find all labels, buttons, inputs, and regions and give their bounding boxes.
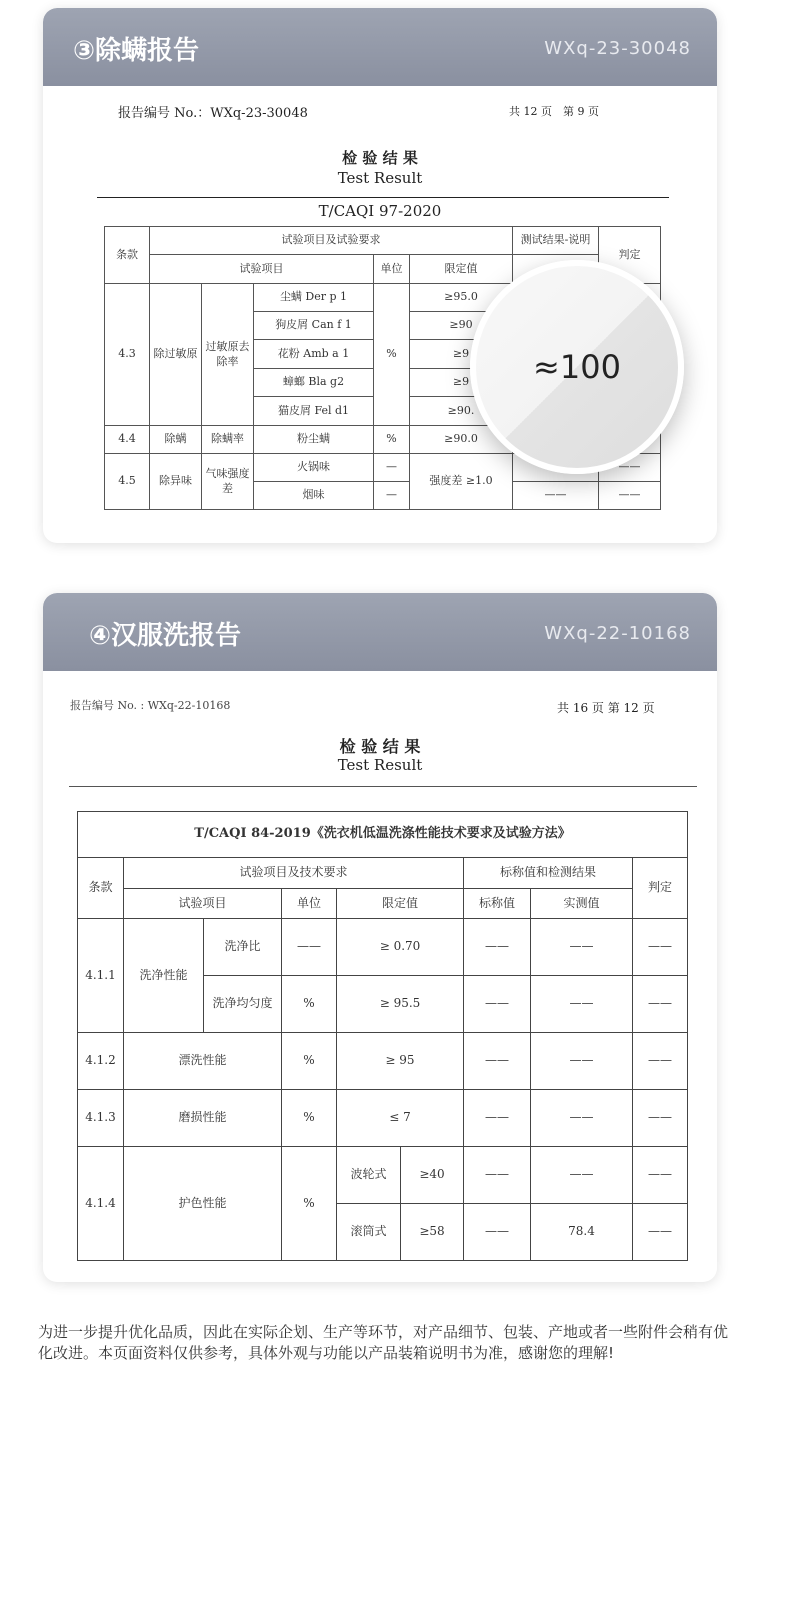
cell: —— — [531, 976, 633, 1033]
cell: 除螨 — [150, 426, 202, 454]
table-title: T/CAQI 84-2019《洗衣机低温洗涤性能技术要求及试验方法》 — [78, 812, 688, 858]
cell: 滚筒式 — [337, 1204, 401, 1261]
magnifier-callout: ≈100 — [470, 260, 684, 474]
cell: —— — [633, 1090, 688, 1147]
cell: 4.1.3 — [78, 1090, 124, 1147]
cell: % — [282, 1033, 337, 1090]
cell: 4.1.1 — [78, 919, 124, 1033]
cell: —— — [464, 1033, 531, 1090]
cell: 除过敏原 — [150, 284, 202, 426]
cell: —— — [633, 919, 688, 976]
cell: 护色性能 — [124, 1147, 282, 1261]
cell: —— — [282, 919, 337, 976]
cell: % — [374, 426, 410, 454]
th: 标称值和检测结果 — [464, 858, 633, 889]
cell: 粉尘螨 — [254, 426, 374, 454]
page-count: 共 16 页 第 12 页 — [557, 701, 655, 715]
standard: T/CAQI 97-2020 — [318, 202, 442, 220]
cell: 蟑螂 Bla g2 — [254, 369, 374, 397]
cell: 火锅味 — [254, 454, 374, 482]
th: 单位 — [374, 255, 410, 284]
cell: —— — [633, 1147, 688, 1204]
cell: ≥90. — [410, 397, 513, 426]
cell: ≥90.0 — [410, 426, 513, 454]
cell: —— — [464, 1090, 531, 1147]
th: 条款 — [105, 227, 150, 284]
th: 试验项目及试验要求 — [150, 227, 513, 255]
th: 标称值 — [464, 889, 531, 919]
th: 判定 — [599, 227, 661, 284]
cell: % — [282, 1147, 337, 1261]
th: 限定值 — [410, 255, 513, 284]
th: 试验项目 — [124, 889, 282, 919]
cell: % — [374, 284, 410, 426]
cell: 4.5 — [105, 454, 150, 510]
th: 试验项目及技术要求 — [124, 858, 464, 889]
cell: —— — [464, 919, 531, 976]
card-title: ③除螨报告 — [73, 36, 200, 66]
cell: —— — [633, 976, 688, 1033]
heading-en: Test Result — [337, 756, 423, 774]
heading-cn: 检 验 结 果 — [342, 149, 418, 167]
cell: 狗皮屑 Can f 1 — [254, 312, 374, 340]
cell: 除异味 — [150, 454, 202, 510]
report-code: WXq-22-10168 — [544, 623, 691, 644]
cell: ≥95.0 — [410, 284, 513, 312]
th: 测试结果-说明 — [513, 227, 599, 255]
th: 限定值 — [337, 889, 464, 919]
card-header — [43, 593, 717, 671]
report-code: WXq-23-30048 — [544, 38, 691, 59]
cell: 过敏原去除率 — [202, 284, 254, 426]
cell: — — [374, 482, 410, 510]
cell: 4.3 — [105, 284, 150, 426]
cell: 4.1.4 — [78, 1147, 124, 1261]
hanfu-wash-report-card — [43, 593, 717, 1282]
cell: 波轮式 — [337, 1147, 401, 1204]
th: 条款 — [78, 858, 124, 919]
cell: 洗净性能 — [124, 919, 204, 1033]
card-title: ④汉服洗报告 — [89, 621, 242, 651]
divider — [97, 197, 669, 198]
cell: —— — [464, 976, 531, 1033]
cell: 4.4 — [105, 426, 150, 454]
cell: —— — [531, 1033, 633, 1090]
cell: —— — [531, 919, 633, 976]
cell: 花粉 Amb a 1 — [254, 340, 374, 369]
page-count: 共 12 页 第 9 页 — [509, 105, 599, 118]
cell: ≥9 — [410, 340, 513, 369]
mite-report-card — [43, 8, 717, 543]
heading-cn: 检 验 结 果 — [339, 737, 421, 756]
cell: ≤ 7 — [337, 1090, 464, 1147]
cell: 强度差 ≥1.0 — [410, 454, 513, 510]
cell: — — [374, 454, 410, 482]
cell: 尘螨 Der p 1 — [254, 284, 374, 312]
cell: —— — [464, 1204, 531, 1261]
cell: —— — [633, 1204, 688, 1261]
cell: 除螨率 — [202, 426, 254, 454]
cell: 漂洗性能 — [124, 1033, 282, 1090]
th: 试验项目 — [150, 255, 374, 284]
report-number: 报告编号 No. : WXq-22-10168 — [70, 699, 231, 712]
cell: ≥ 0.70 — [337, 919, 464, 976]
cell: % — [282, 1090, 337, 1147]
cell: —— — [531, 1147, 633, 1204]
cell: ≥ 95 — [337, 1033, 464, 1090]
card-header — [43, 8, 717, 86]
cell: 78.4 — [531, 1204, 633, 1261]
heading-en: Test Result — [337, 169, 423, 187]
result-table — [77, 811, 688, 1261]
cell: ≥ 95.5 — [337, 976, 464, 1033]
cell: ≥9 — [410, 369, 513, 397]
cell: 猫皮屑 Fel d1 — [254, 397, 374, 426]
divider — [69, 786, 697, 787]
cell: ≥90 — [410, 312, 513, 340]
cell: 洗净均匀度 — [204, 976, 282, 1033]
cell: 洗净比 — [204, 919, 282, 976]
th: 实测值 — [531, 889, 633, 919]
cell: ≥58 — [401, 1204, 464, 1261]
cell: —— — [599, 454, 661, 482]
th: 单位 — [282, 889, 337, 919]
cell: —— — [464, 1147, 531, 1204]
cell: 气味强度差 — [202, 454, 254, 510]
cell: —— — [633, 1033, 688, 1090]
disclaimer-text: 为进一步提升优化品质，因此在实际企划、生产等环节，对产品细节、包装、产地或者一些附件会稍有优化改进。本页面资料仅供参考，具体外观与功能以产品装箱说明书为准，感谢您的理解! — [38, 1323, 729, 1362]
cell: % — [282, 976, 337, 1033]
cell: —— — [513, 482, 599, 510]
th: 判定 — [633, 858, 688, 919]
cell: 4.1.2 — [78, 1033, 124, 1090]
cell: 磨损性能 — [124, 1090, 282, 1147]
cell: ≥40 — [401, 1147, 464, 1204]
cell: —— — [531, 1090, 633, 1147]
cell: —— — [599, 482, 661, 510]
cell: 烟味 — [254, 482, 374, 510]
report-number: 报告编号 No.：WXq-23-30048 — [118, 106, 308, 121]
